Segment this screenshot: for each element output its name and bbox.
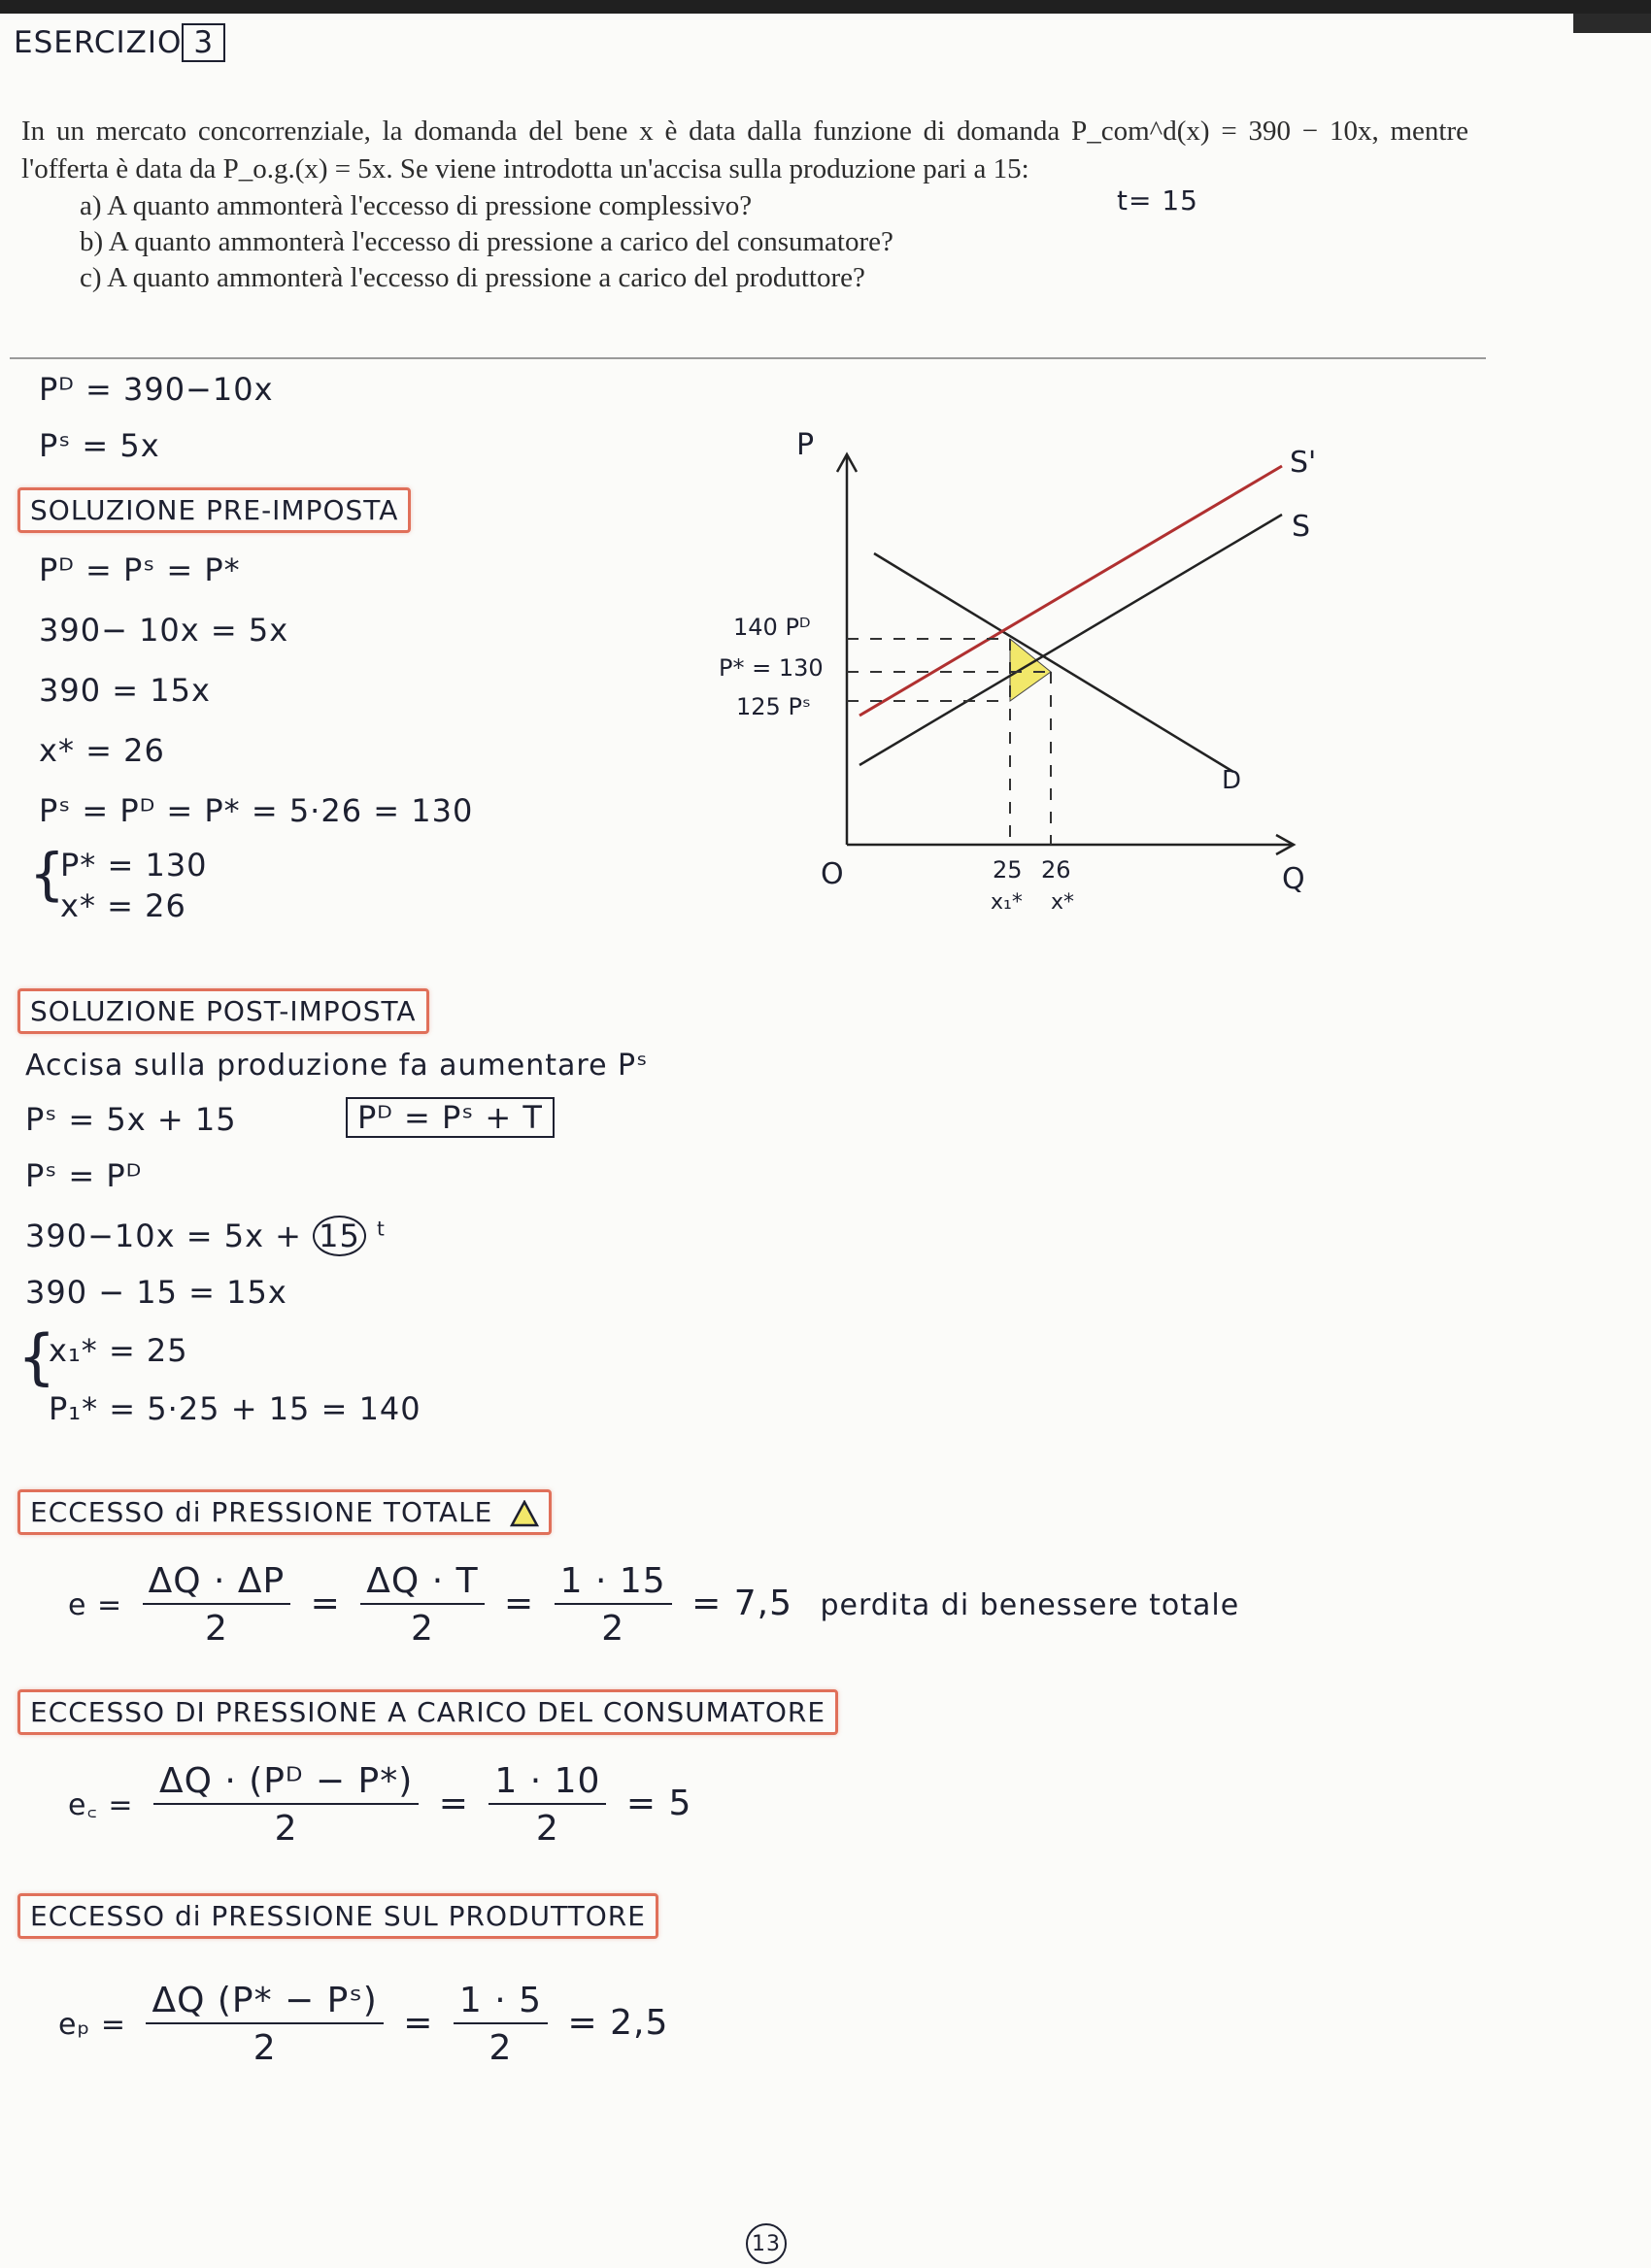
scan-edge-corner [1573, 14, 1651, 33]
pre-tax-system-1: P* = 130 [60, 847, 208, 884]
taxed-supply-curve [859, 466, 1282, 716]
pre-tax-line-2: 390− 10x = 5x [39, 612, 289, 649]
fraction-denominator: 2 [535, 1809, 559, 1849]
exercise-number: 3 [182, 23, 225, 62]
pre-tax-heading: SOLUZIONE PRE-IMPOSTA [17, 487, 411, 533]
producer-excess-equation: eₚ = $\frac{\text{ΔQ (P* − Pˢ)}}{2}$ = $\frac{1 \cdot 5}{2}$ = 2,5 [58, 1981, 669, 2068]
post-tax-equal: Pˢ = Pᴰ [25, 1157, 143, 1194]
consumer-excess-heading: ECCESSO DI PRESSIONE A CARICO DEL CONSUMATORE [17, 1689, 838, 1735]
pre-tax-line-5: Pˢ = Pᴰ = P* = 5·26 = 130 [39, 792, 474, 829]
y-axis-label: P [796, 428, 815, 462]
label-130: P* = 130 [719, 654, 824, 682]
producer-excess-result: = 2,5 [567, 2003, 669, 2043]
pre-tax-line-1: Pᴰ = Pˢ = P* [39, 551, 241, 588]
demand-function: Pᴰ = 390−10x [39, 371, 274, 408]
pre-tax-brace: { [29, 841, 66, 907]
total-excess-lhs: e = [68, 1588, 123, 1622]
fraction-denominator: 2 [410, 1609, 434, 1649]
post-tax-supply: Pˢ = 5x + 15 [25, 1101, 237, 1138]
label-25: 25 [993, 856, 1023, 884]
post-tax-circled-15: 15 [313, 1216, 366, 1256]
pre-tax-line-3: 390 = 15x [39, 672, 211, 709]
label-26: 26 [1041, 856, 1071, 884]
problem-statement [21, 113, 1468, 296]
consumer-excess-result: = 5 [625, 1784, 692, 1823]
tax-note: t= 15 [1117, 184, 1198, 217]
total-excess-fraction-3 [555, 1561, 672, 1649]
fraction-denominator: 2 [489, 2028, 513, 2068]
question-b: b) A quanto ammonterà l'eccesso di pressione a carico del consumatore? [80, 226, 893, 257]
fraction-denominator: 2 [601, 1609, 625, 1649]
fraction-denominator: 2 [253, 2028, 277, 2068]
consumer-excess-equation: e꜀ = $\frac{\text{ΔQ · (Pᴰ − P*)}}{2}$ = $\frac{1 \cdot 10}{2}$ = 5 [68, 1761, 692, 1849]
question-a: a) A quanto ammonterà l'eccesso di pressione complessivo? [80, 190, 753, 221]
fraction-numerator: ΔQ (P* − Pˢ) [146, 1981, 383, 2024]
producer-excess-heading: ECCESSO di PRESSIONE SUL PRODUTTORE [17, 1893, 658, 1939]
producer-excess-lhs: eₚ = [58, 2008, 126, 2042]
total-excess-heading-text: ECCESSO di PRESSIONE TOTALE [30, 1496, 493, 1528]
consumer-excess-fraction-1 [153, 1761, 419, 1849]
x-axis-label: Q [1282, 862, 1305, 896]
consumer-excess-fraction-2 [489, 1761, 606, 1849]
post-tax-equation [25, 1216, 386, 1256]
label-x1: x₁* [991, 890, 1023, 915]
consumer-excess-lhs: e꜀ = [68, 1788, 134, 1822]
label-xstar: x* [1051, 890, 1075, 915]
post-tax-step: 390 − 15 = 15x [25, 1274, 287, 1311]
post-tax-system-2: P₁* = 5·25 + 15 = 140 [49, 1390, 421, 1427]
producer-excess-fraction-2 [454, 1981, 548, 2068]
origin-label: O [821, 857, 844, 891]
divider [10, 357, 1486, 359]
supply-demand-graph [680, 427, 1321, 932]
question-c: c) A quanto ammonterà l'eccesso di pressione a carico del produttore? [80, 262, 865, 293]
fraction-denominator: 2 [204, 1609, 228, 1649]
post-tax-brace: { [17, 1321, 57, 1392]
post-tax-system-1: x₁* = 25 [49, 1332, 188, 1369]
problem-intro: In un mercato concorrenziale, la domanda del bene x è data dalla funzione di domanda P_com^d(x) = 390 − 10x, mentre l'offerta è data da P_o.g.(x) = 5x. Se viene introdotta un'accisa sulla produzione pari a 15: [21, 116, 1468, 184]
label-140: 140 Pᴰ [733, 614, 811, 641]
fraction-numerator: 1 · 5 [454, 1981, 548, 2024]
supply-label: S [1292, 510, 1311, 544]
total-excess-equation: e = $\frac{\Delta Q \cdot \Delta P}{2}$ = $\frac{\Delta Q \cdot T}{2}$ = $\frac{1 \cdot 15}{2}$ = 7,5 perdita di benessere totale [68, 1561, 1240, 1649]
fraction-numerator: 1 · 10 [489, 1761, 606, 1805]
fraction-numerator: ΔQ · (Pᴰ − P*) [153, 1761, 419, 1805]
total-excess-comment: perdita di benessere totale [820, 1588, 1240, 1622]
pre-tax-line-4: x* = 26 [39, 732, 165, 769]
pre-tax-system-2: x* = 26 [60, 887, 186, 924]
total-excess-result: = 7,5 [691, 1584, 793, 1623]
exercise-title-text: ESERCIZIO [14, 25, 183, 60]
fraction-numerator: ΔQ · T [360, 1561, 484, 1605]
total-excess-heading [17, 1489, 552, 1535]
scan-edge-top [0, 0, 1651, 14]
post-tax-boxed [346, 1097, 555, 1138]
post-tax-boxed-text: Pᴰ = Pˢ + T [346, 1097, 555, 1138]
fraction-numerator: ΔQ · ΔP [143, 1561, 291, 1605]
label-125: 125 Pˢ [736, 693, 811, 720]
producer-excess-fraction-1 [146, 1981, 383, 2068]
total-excess-fraction-1 [143, 1561, 291, 1649]
taxed-supply-label: S' [1290, 446, 1317, 480]
supply-function: Pˢ = 5x [39, 427, 160, 464]
demand-curve [874, 553, 1233, 772]
post-tax-arrow-label: t [377, 1217, 386, 1241]
post-tax-heading: SOLUZIONE POST-IMPOSTA [17, 988, 429, 1034]
page-number: 13 [746, 2223, 787, 2264]
fraction-numerator: 1 · 15 [555, 1561, 672, 1605]
post-tax-note: Accisa sulla produzione fa aumentare Pˢ [25, 1049, 649, 1083]
exercise-title [14, 23, 225, 62]
demand-label: D [1222, 766, 1242, 795]
warning-triangle-icon [510, 1500, 539, 1527]
total-excess-fraction-2 [360, 1561, 484, 1649]
post-tax-equation-left: 390−10x = 5x + [25, 1217, 302, 1254]
fraction-denominator: 2 [274, 1809, 298, 1849]
